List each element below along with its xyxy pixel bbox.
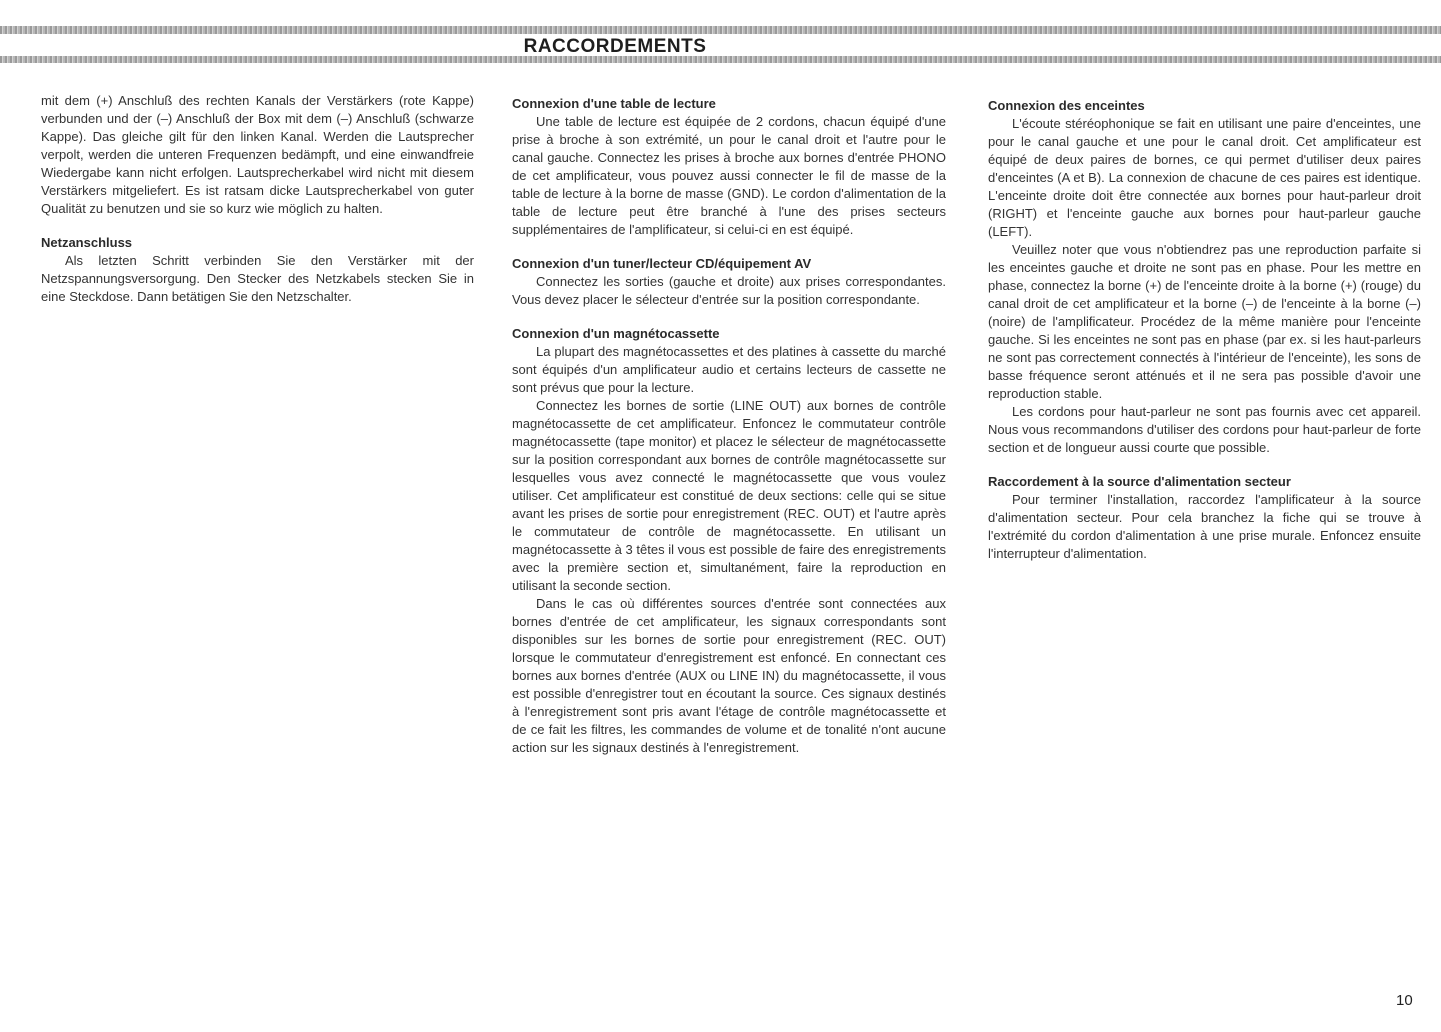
section-netzanschluss: [41, 234, 474, 306]
column-right: [988, 97, 1421, 579]
heading-turntable: Connexion d'une table de lecture: [512, 96, 716, 111]
section-turntable: [512, 95, 946, 239]
heading-tape-deck: Connexion d'un magnétocassette: [512, 326, 720, 341]
section-tuner: [512, 255, 946, 309]
paragraph-tape-deck-1: La plupart des magnétocassettes et des platines à cassette du marché sont équipés d'un amplificateur audio et certains lecteurs de cassette ne sont prévus que pour la lecture.: [512, 344, 946, 395]
section-power: [988, 473, 1421, 563]
heading-power: Raccordement à la source d'alimentation secteur: [988, 474, 1291, 489]
column-middle: [512, 95, 946, 773]
section-speaker-continuation: [41, 92, 474, 218]
paragraph-speakers-1: L'écoute stéréophonique se fait en utilisant une paire d'enceintes, une pour le canal gauche et une pour le canal droit. Cet amplificateur est équipé de deux paires de bornes, ce qui permet d'utiliser deux paires d'enceintes (A et B). La connexion de chacune de ces paires est identique. L'enceinte droite doit être connectée aux bornes pour haut-parleur droit (RIGHT) et l'enceinte gauche aux bornes pour haut-parleur gauche (LEFT).: [988, 116, 1421, 239]
paragraph-netzanschluss: Als letzten Schritt verbinden Sie den Verstärker mit der Netzspannungsversorgung. Den Stecker des Netzkabels stecken Sie in eine Steckdose. Dann betätigen Sie den Netzschalter.: [41, 253, 474, 304]
heading-tuner: Connexion d'un tuner/lecteur CD/équipement AV: [512, 256, 812, 271]
section-tape-deck: [512, 325, 946, 757]
paragraph-turntable: Une table de lecture est équipée de 2 cordons, chacun équipé d'une prise à broche à son extrémité, un pour le canal droit et l'autre pour le canal gauche. Connectez les prises à broche aux bornes d'entrée PHONO de cet amplificateur, vous pouvez aussi connecter le fil de masse de la table de lecture à la borne de masse (GND). Le cordon d'alimentation de la table de lecture peut être branché à l'une des prises secteurs supplémentaires de l'amplificateur, si celui-ci en est équipé.: [512, 114, 946, 237]
section-speakers: [988, 97, 1421, 457]
page-title: RACCORDEMENTS: [523, 36, 707, 57]
paragraph-speaker-continuation: mit dem (+) Anschluß des rechten Kanals der Verstärkers (rote Kappe) verbunden und der (–) Anschluß der Box mit dem (–) Anschluß (schwarze Kappe). Das gleiche gilt für den linken Kanal. Werden die Lautsprecher verpolt, werden die unteren Frequenzen bedämpft, und eine einwandfreie Wiedergabe kann nicht erfolgen. Lautsprecherkabel wird nicht mit diesem Verstärkers mitgeliefert. Es ist ratsam dicke Lautsprecherkabel von guter Qualität zu benutzen und sie so kurz wie möglich zu halten.: [41, 93, 474, 216]
paragraph-speakers-3: Les cordons pour haut-parleur ne sont pas fournis avec cet appareil. Nous vous recommandons d'utiliser des cordons pour haut-parleur de forte section et de longueur aussi courte que possible.: [988, 404, 1421, 455]
heading-speakers: Connexion des enceintes: [988, 98, 1145, 113]
paragraph-tuner: Connectez les sorties (gauche et droite) aux prises correspondantes. Vous devez placer le sélecteur d'entrée sur la position correspondante.: [512, 274, 946, 307]
paragraph-speakers-2: Veuillez noter que vous n'obtiendrez pas une reproduction parfaite si les enceintes gauche et droite ne sont pas en phase. Pour les mettre en phase, connectez la borne (+) de l'enceinte droite à la borne (+) (rouge) du canal droit de cet amplificateur et la borne (–) de l'enceinte à la borne (–) (noire) de l'amplificateur. Procédez de la même manière pour l'enceinte gauche. Si les enceintes ne sont pas en phase (par ex. si les haut-parleurs ne sont pas correctement connectés à l'intérieur de l'enceinte), les sons de basse fréquence seront atténués et il ne sera pas possible d'avoir une reproduction stable.: [988, 242, 1421, 401]
paragraph-tape-deck-3: Dans le cas où différentes sources d'entrée sont connectées aux bornes d'entrée de cet amplificateur, les signaux correspondants sont disponibles sur les bornes de sortie pour enregistrement (REC. OUT) lorsque le commutateur d'enregistrement est enfoncé. En connectant ces bornes aux bornes d'entrée (AUX ou LINE IN) du magnétocassette, il vous est possible d'enregistrer tout en écoutant la source. Ces signaux destinés à l'enregistrement sont pris avant l'étage de contrôle magnétocassette et de ce fait les filtres, les commandes de volume et de tonalité n'ont aucune action sur les signaux destinés à l'enregistrement.: [512, 596, 946, 755]
page-number: 10: [1396, 992, 1413, 1009]
paragraph-tape-deck-2: Connectez les bornes de sortie (LINE OUT) aux bornes de contrôle magnétocassette de cet amplificateur. Enfoncez le commutateur contrôle magnétocassette (tape monitor) et placez le sélecteur de magnétocassette sur la position correspondant aux bornes de contrôle magnétocassette sur lesquelles vous avez connecté le magnétocassette que vous voulez utiliser. Cet amplificateur est constitué de deux sections: celle qui se situe avant les prises de sortie pour enregistrement (REC. OUT) et l'autre après le commutateur de contrôle de magnétocassette. En utilisant un magnétocassette à 3 têtes il vous est possible de faire des enregistrements avec la première section et, simultanément, faire la reproduction en utilisant la seconde section.: [512, 398, 946, 593]
column-left: [41, 92, 474, 322]
header-rule-top: [0, 26, 1441, 34]
paragraph-power: Pour terminer l'installation, raccordez l'amplificateur à la source d'alimentation secteur. Pour cela branchez la fiche qui se trouve à l'extrémité du cordon d'alimentation à une prise murale. Enfoncez ensuite l'interrupteur d'alimentation.: [988, 492, 1421, 561]
heading-netzanschluss: Netzanschluss: [41, 235, 133, 250]
